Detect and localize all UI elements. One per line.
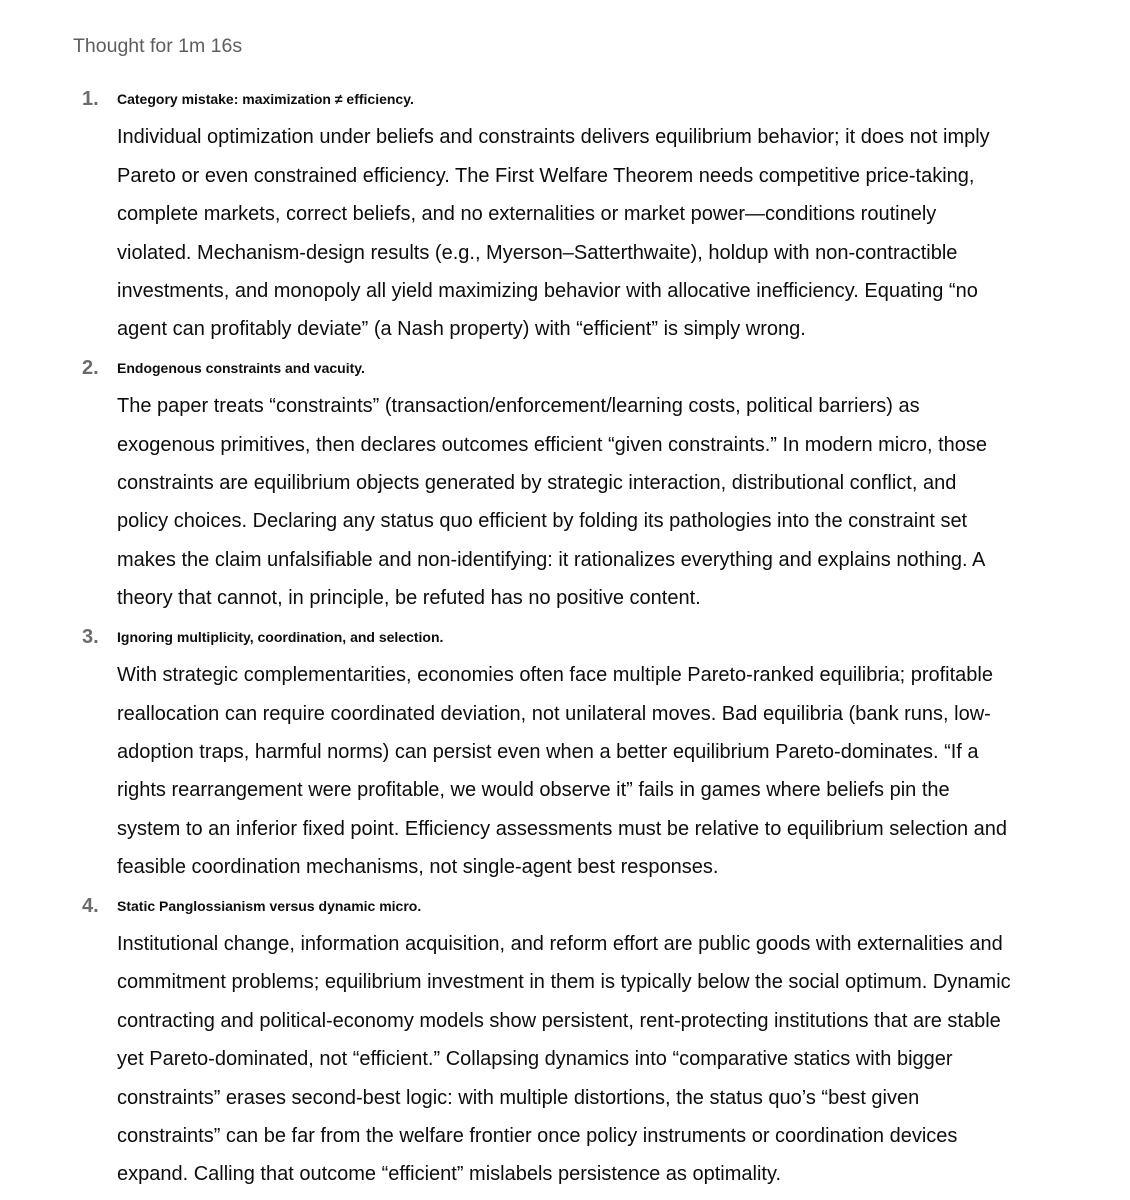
body-line: adoption traps, harmful norms) can persist even when a better equilibrium Pareto-dominates. “If a <box>117 740 979 763</box>
body-line: expand. Calling that outcome “efficient” mislabels persistence as optimality. <box>117 1163 782 1186</box>
body-line: policy choices. Declaring any status quo efficient by folding its pathologies into the constraint set <box>117 510 968 533</box>
thought-duration-toggle[interactable]: Thought for 1m 16s <box>73 35 243 57</box>
item-body <box>117 387 1125 617</box>
body-line: agent can profitably deviate” (a Nash property) with “efficient” is simply wrong. <box>117 318 806 341</box>
body-line: reallocation can require coordinated deviation, not unilateral moves. Bad equilibria (bank runs, low- <box>117 702 991 725</box>
body-line: theory that cannot, in principle, be refuted has no positive content. <box>117 587 701 610</box>
item-body <box>117 925 1125 1194</box>
list-item <box>0 349 1130 618</box>
list-item <box>0 80 1130 349</box>
body-line: Individual optimization under beliefs and constraints delivers equilibrium behavior; it does not imply <box>117 126 990 149</box>
body-line: constraints are equilibrium objects generated by strategic interaction, distributional conflict, and <box>117 472 957 495</box>
list-number: 1. <box>82 88 99 110</box>
body-line: rights rearrangement were profitable, we would observe it” fails in games where beliefs pin the <box>117 779 950 802</box>
body-line: investments, and monopoly all yield maximizing behavior with allocative inefficiency. Equating “no <box>117 280 978 303</box>
numbered-list <box>0 80 1130 1194</box>
item-body <box>117 656 1125 886</box>
body-line: constraints” can be far from the welfare frontier once policy instruments or coordination devices <box>117 1124 958 1147</box>
body-line: yet Pareto-dominated, not “efficient.” Collapsing dynamics into “comparative statics with bigger <box>117 1048 953 1071</box>
item-heading: Category mistake: maximization ≠ efficiency. <box>117 91 414 107</box>
list-item <box>0 618 1130 887</box>
list-number: 4. <box>82 894 99 917</box>
body-line: system to an inferior fixed point. Efficiency assessments must be relative to equilibrium selection and <box>117 817 1008 840</box>
list-number: 2. <box>82 356 99 379</box>
item-heading: Static Panglossianism versus dynamic micro. <box>117 897 422 914</box>
body-line: commitment problems; equilibrium investment in them is typically below the social optimum. Dynamic <box>117 971 1011 994</box>
body-line: makes the claim unfalsifiable and non-identifying: it rationalizes everything and explains nothing. A <box>117 548 986 571</box>
item-heading: Endogenous constraints and vacuity. <box>117 359 365 376</box>
body-line: violated. Mechanism-design results (e.g., Myerson–Satterthwaite), holdup with non-contractible <box>117 241 958 264</box>
list-item <box>0 887 1130 1194</box>
body-line: Pareto or even constrained efficiency. The First Welfare Theorem needs competitive price-taking, <box>117 164 975 187</box>
body-line: exogenous primitives, then declares outcomes efficient “given constraints.” In modern micro, those <box>117 433 988 456</box>
body-line: Institutional change, information acquisition, and reform effort are public goods with externalities and <box>117 932 1003 955</box>
body-line: contracting and political-economy models show persistent, rent-protecting institutions that are stable <box>117 1009 1001 1032</box>
list-number: 3. <box>82 625 99 648</box>
body-line: feasible coordination mechanisms, not single-agent best responses. <box>117 856 719 879</box>
item-heading: Ignoring multiplicity, coordination, and selection. <box>117 628 444 645</box>
body-line: complete markets, correct beliefs, and no externalities or market power—conditions routinely <box>117 203 937 226</box>
item-body <box>117 118 1125 348</box>
body-line: The paper treats “constraints” (transaction/enforcement/learning costs, political barriers) as <box>117 395 920 418</box>
body-line: constraints” erases second-best logic: with multiple distortions, the status quo’s “best given <box>117 1086 920 1109</box>
body-line: With strategic complementarities, economies often face multiple Pareto-ranked equilibria; profitable <box>117 664 993 687</box>
